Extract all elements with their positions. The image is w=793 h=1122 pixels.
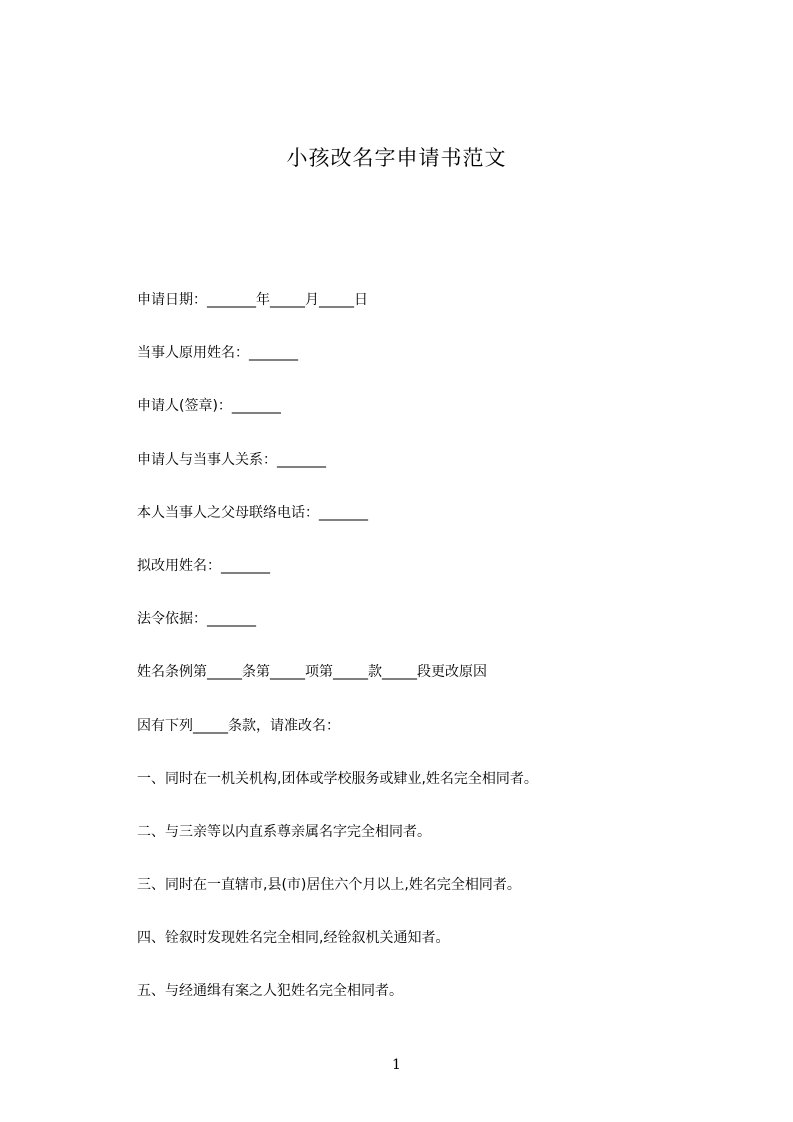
document-title: 小孩改名字申请书范文 xyxy=(286,146,507,170)
applicant-signature-line: 申请人(签章)：_______ xyxy=(137,398,281,415)
relationship-line: 申请人与当事人关系：_______ xyxy=(137,451,326,468)
reason-item-4: 四、铨叙时发现姓名完全相同,经铨叙机关通知者。 xyxy=(137,930,450,947)
proposed-name-line: 拟改用姓名：_______ xyxy=(137,557,270,574)
page-number: 1 xyxy=(392,1057,401,1073)
reason-item-5: 五、与经通缉有案之人犯姓名完全相同者。 xyxy=(137,983,403,1000)
request-clause-line: 因有下列_____条款，请准改名： xyxy=(137,717,340,734)
parent-phone-line: 本人当事人之父母联络电话：_______ xyxy=(137,504,368,521)
application-date-line: 申请日期：_______年_____月_____日 xyxy=(137,292,368,308)
legal-basis-line: 法令依据：_______ xyxy=(137,611,256,628)
original-name-line: 当事人原用姓名：_______ xyxy=(137,345,298,362)
name-regulation-line: 姓名条例第_____条第_____项第_____款_____段更改原因 xyxy=(137,664,487,681)
reason-item-3: 三、同时在一直辖市,县(市)居住六个月以上,姓名完全相同者。 xyxy=(137,877,521,894)
reason-item-1: 一、同时在一机关机构,团体或学校服务或肄业,姓名完全相同者。 xyxy=(137,770,538,787)
reason-item-2: 二、与三亲等以内直系尊亲属名字完全相同者。 xyxy=(137,823,431,840)
document-body xyxy=(137,290,757,1035)
